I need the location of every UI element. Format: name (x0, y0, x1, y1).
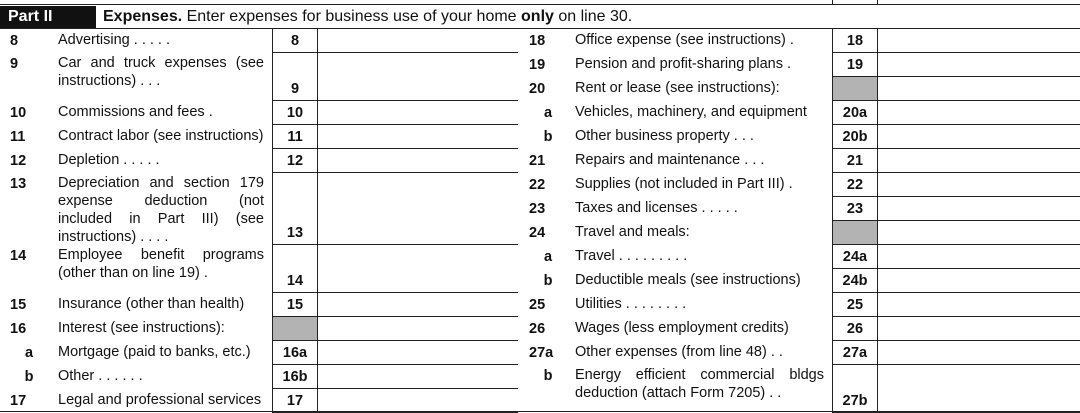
expense-row (521, 341, 1080, 365)
amount-field-21[interactable] (877, 149, 1080, 173)
line-number: 23 (529, 201, 546, 217)
line-code-box: 17 (272, 389, 317, 413)
line-label: Travel and meals: (575, 224, 690, 240)
title-text-end: on line 30. (553, 7, 633, 25)
line-number: 26 (529, 321, 546, 337)
line-code-box: 27a (832, 341, 877, 365)
amount-field-24b[interactable] (877, 269, 1080, 293)
line-label: Office expense (see instructions) . (575, 32, 794, 48)
line-number: 9 (10, 56, 19, 72)
line-number: b (543, 129, 553, 145)
line-code-box: 16b (272, 365, 317, 389)
line-code-box (832, 221, 877, 245)
expense-row (521, 317, 1080, 341)
line-label: Employee benefit programs (other than on line 19) . (58, 247, 264, 281)
amount-field-12[interactable] (317, 149, 518, 173)
line-label: Other . . . . . . (58, 368, 143, 384)
amount-field-20a[interactable] (877, 101, 1080, 125)
expense-row (0, 389, 518, 413)
line-number: a (543, 249, 553, 265)
line-code-box: 24a (832, 245, 877, 269)
amount-field-24a[interactable] (877, 245, 1080, 269)
line-code-box: 20a (832, 101, 877, 125)
expense-row (0, 317, 518, 341)
amount-field-19[interactable] (877, 53, 1080, 77)
line-number: b (24, 369, 34, 385)
line-label: Legal and professional services (58, 392, 262, 408)
amount-field-10[interactable] (317, 101, 518, 125)
expense-row (0, 53, 518, 101)
line-code-box: 16a (272, 341, 317, 365)
expense-row (521, 77, 1080, 101)
amount-field-26[interactable] (877, 317, 1080, 341)
line-number: 15 (10, 297, 27, 313)
line-label: Rent or lease (see instructions): (575, 80, 780, 96)
title-only: only (521, 7, 554, 25)
line-code-box: 14 (272, 245, 317, 293)
expense-row (521, 149, 1080, 173)
line-number: 21 (529, 153, 546, 169)
line-code-box: 11 (272, 125, 317, 149)
line-code-box: 9 (272, 53, 317, 101)
amount-field-shaded (877, 77, 1080, 101)
line-code-box: 24b (832, 269, 877, 293)
line-code-box: 10 (272, 101, 317, 125)
expense-row (521, 101, 1080, 125)
line-number: 8 (10, 33, 19, 49)
expense-row (0, 29, 518, 53)
expense-row (0, 341, 518, 365)
expense-row (0, 101, 518, 125)
line-number: b (543, 273, 553, 289)
line-label: Commissions and fees . (58, 104, 213, 120)
line-number: 24 (529, 225, 546, 241)
expense-row (0, 125, 518, 149)
line-code-box: 21 (832, 149, 877, 173)
line-code-box: 27b (832, 365, 877, 413)
expense-row (521, 29, 1080, 53)
amount-field-23[interactable] (877, 197, 1080, 221)
expense-row (521, 365, 1080, 413)
line-number: 10 (10, 105, 27, 121)
line-label: Depletion . . . . . (58, 152, 160, 168)
amount-field-15[interactable] (317, 293, 518, 317)
amount-field-14[interactable] (317, 245, 518, 293)
line-code-box: 12 (272, 149, 317, 173)
amount-field-16b[interactable] (317, 365, 518, 389)
expense-row (0, 245, 518, 293)
expense-row (0, 173, 518, 245)
amount-field-shaded (317, 317, 518, 341)
line-label: Travel . . . . . . . . . (575, 248, 688, 264)
amount-field-shaded (877, 221, 1080, 245)
line-label: Utilities . . . . . . . . (575, 296, 687, 312)
line-label: Other business property . . . (575, 128, 754, 144)
line-code-box: 25 (832, 293, 877, 317)
line-number: 12 (10, 153, 27, 169)
line-number: 19 (529, 57, 546, 73)
line-label: Advertising . . . . . (58, 32, 171, 48)
line-label: Energy efficient commercial bldgs deduction (attach Form 7205) . . (575, 367, 824, 401)
line-number: 11 (10, 129, 26, 145)
part-title (103, 8, 632, 26)
expense-row (0, 365, 518, 389)
line-code-box (832, 77, 877, 101)
bottom-border (0, 411, 1080, 412)
part-label: Part II (0, 6, 96, 28)
expense-row (521, 221, 1080, 245)
line-code-box: 15 (272, 293, 317, 317)
line-label: Car and truck expenses (see instructions) . . . (58, 55, 264, 89)
line-number: 17 (10, 393, 27, 409)
amount-field-11[interactable] (317, 125, 518, 149)
line-code-box: 22 (832, 173, 877, 197)
line-number: 20 (529, 81, 546, 97)
line-label: Deductible meals (see instructions) (575, 272, 801, 288)
expense-row (521, 269, 1080, 293)
expense-row (521, 173, 1080, 197)
line-label: Depreciation and section 179 expense deduction (not included in Part III) (see instructions) . . . . (58, 175, 264, 245)
line-code-box: 13 (272, 173, 317, 245)
line-label: Wages (less employment credits) (575, 320, 789, 336)
line-number: 25 (529, 297, 546, 313)
line-number: 16 (10, 321, 27, 337)
line-number: 27a (529, 345, 554, 361)
amount-field-13[interactable] (317, 173, 518, 245)
line-label: Pension and profit-sharing plans . (575, 56, 792, 72)
line-code-box: 18 (832, 29, 877, 53)
line-code-box: 8 (272, 29, 317, 53)
line-number: a (543, 105, 553, 121)
expense-row (521, 197, 1080, 221)
amount-field-9[interactable] (317, 53, 518, 101)
title-bold: Expenses. (103, 7, 183, 25)
amount-field-27a[interactable] (877, 341, 1080, 365)
line-code-box: 23 (832, 197, 877, 221)
line-label: Other expenses (from line 48) . . (575, 344, 783, 360)
line-number: 22 (529, 177, 546, 193)
line-label: Repairs and maintenance . . . (575, 152, 765, 168)
line-number: 18 (529, 33, 546, 49)
expense-row (0, 293, 518, 317)
expense-row (521, 53, 1080, 77)
amount-field-20b[interactable] (877, 125, 1080, 149)
line-code-box (272, 317, 317, 341)
part-header (0, 5, 1080, 29)
line-code-box: 26 (832, 317, 877, 341)
expense-row (0, 149, 518, 173)
expense-row (521, 293, 1080, 317)
amount-field-27b[interactable] (877, 365, 1080, 413)
title-text: Enter expenses for business use of your home (182, 7, 522, 25)
expense-row (521, 125, 1080, 149)
amount-field-17[interactable] (317, 389, 518, 413)
line-number: 13 (10, 176, 27, 192)
line-number: b (543, 368, 553, 384)
line-code-box: 20b (832, 125, 877, 149)
amount-field-22[interactable] (877, 173, 1080, 197)
line-code-box: 19 (832, 53, 877, 77)
amount-field-8[interactable] (317, 29, 518, 53)
line-label: Taxes and licenses . . . . . (575, 200, 738, 216)
amount-field-25[interactable] (877, 293, 1080, 317)
line-label: Mortgage (paid to banks, etc.) (58, 344, 251, 360)
line-number: 14 (10, 248, 27, 264)
line-label: Interest (see instructions): (58, 320, 225, 336)
line-label: Supplies (not included in Part III) . (575, 176, 793, 192)
expense-row (521, 245, 1080, 269)
line-label: Vehicles, machinery, and equipment (575, 104, 807, 120)
line-label: Insurance (other than health) (58, 296, 245, 312)
line-number: a (24, 345, 34, 361)
line-label: Contract labor (see instructions) (58, 128, 264, 144)
amount-field-16a[interactable] (317, 341, 518, 365)
amount-field-18[interactable] (877, 29, 1080, 53)
